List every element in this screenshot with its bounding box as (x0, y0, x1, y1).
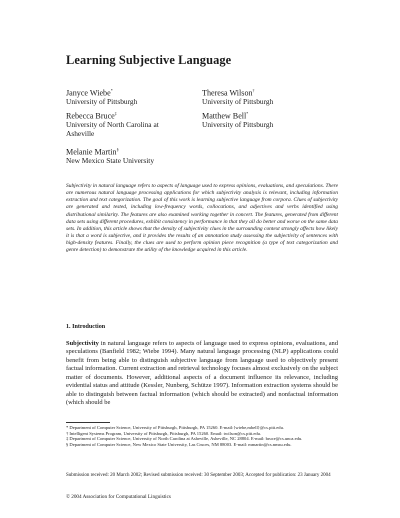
author-name: Matthew Bell (202, 111, 247, 121)
footnote-rule (66, 422, 110, 423)
author-affiliation: University of Pittsburgh (202, 97, 274, 107)
author-affiliation: University of Pittsburgh (66, 97, 138, 107)
author-name: Theresa Wilson (202, 88, 253, 98)
author-mark: ‡ (114, 111, 117, 116)
abstract: Subjectivity in natural language refers to aspects of language used to express opinions, evaluations, and speculations. There are numerous natural language processing applications for which subjectivity analysis is relevant, including information extraction and text categorization. The goal of this work is learning subjective language from corpora. Clues of subjectivity are generated and tested, including low-frequency words, collocations, and adjectives and verbs identified using distributional similarity. The features are also examined working together in concert. The features, generated from different data sets using different procedures, exhibit consistency in performance in that they all do better and worse on the same data sets. In addition, this article shows that the density of subjectivity clues in the surrounding context strongly affects how likely it is that a word is subjective, and it provides the results of an annotation study assessing the subjectivity of sentences with high-density features. Finally, the clues are used to perform opinion piece recognition (a type of text categorization and genre detection) to demonstrate the utility of the knowledge acquired in this article. (66, 183, 338, 254)
author-block (66, 87, 137, 107)
author-name: Melanie Martin (66, 147, 117, 157)
author-mark: * (110, 88, 113, 93)
author-mark: * (246, 111, 249, 116)
copyright-notice: © 2004 Association for Computational Linguistics (66, 494, 171, 500)
author-affiliation: University of Pittsburgh (202, 120, 274, 130)
paper-title: Learning Subjective Language (66, 53, 232, 67)
footnote: § Department of Computer Science, New Mexico State University, Las Cruces, NM 88003. E-mail: mmartin@cs.nmsu.edu. (66, 441, 292, 447)
author-mark: § (116, 147, 119, 152)
author-mark: † (252, 88, 255, 93)
author-block (202, 110, 273, 130)
footnote: † Intelligent Systems Program, University of Pittsburgh, Pittsburgh, PA 15260. Email: twilson@cs.pitt.edu. (66, 430, 262, 436)
intro-lead-term: Subjectivity (66, 340, 99, 347)
author-name: Rebecca Bruce (66, 111, 115, 121)
footnote: ‡ Department of Computer Science, University of North Carolina at Asheville, Asheville, NC 28804. E-mail: bruce@cs.unca.edu. (66, 436, 303, 442)
section-heading: 1. Introduction (66, 324, 106, 330)
author-block (202, 87, 273, 107)
footnotes (66, 425, 338, 447)
author-block (66, 146, 154, 166)
intro-text: in natural language refers to aspects of language used to express opinions, evaluations, and speculations (Banfield 1982; Wiebe 1994). Many natural language processing (NLP) applications could benefit from being able to distinguish subjective language from language used to objectively present factual information. Current extraction and retrieval technology focuses almost exclusively on the subject matter of documents. However, additional aspects of a document influence its relevance, including evidential status and attitude (Kessler, Nunberg, Schütze 1997). Information extraction systems should be able to distinguish between factual information (which should be extracted) and nonfactual information (which should be (66, 340, 338, 407)
submission-dates: Submission received: 20 March 2002; Revised submission received: 30 September 2003; Accepted for publication: 23 January 2004 (66, 473, 331, 478)
footnote: * Department of Computer Science, University of Pittsburgh, Pittsburgh, PA 15260. E-mail:{wiebe,mbell}@cs.pitt.edu. (66, 425, 284, 430)
author-affiliation: New Mexico State University (66, 156, 155, 166)
author-block (66, 110, 186, 138)
author-affiliation: University of North Carolina at Asheville (66, 120, 159, 138)
intro-paragraph (66, 340, 338, 408)
author-name: Janyce Wiebe (66, 88, 111, 98)
